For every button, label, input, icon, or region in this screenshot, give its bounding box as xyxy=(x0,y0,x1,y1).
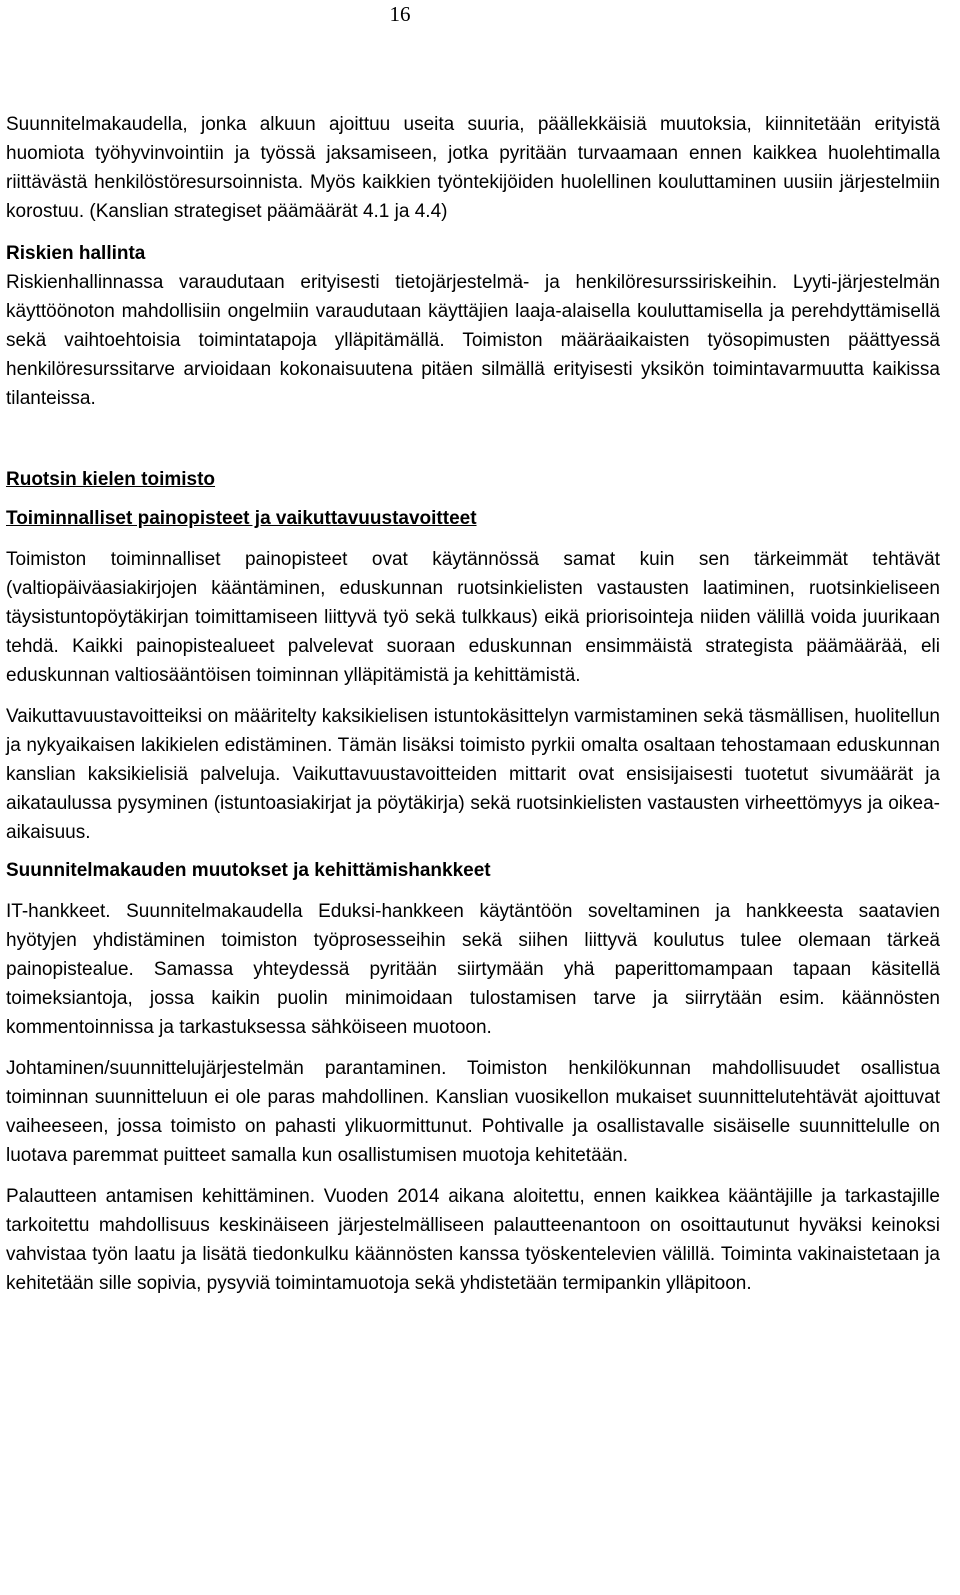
toiminnalliset-paragraph: Toimiston toiminnalliset painopisteet ovat käytännössä samat kuin sen tärkeimmät tehtävät (valtiopäiväasiakirjojen kääntäminen, eduskunnan ruotsinkielisten vastausten laatiminen, ruotsinkieliseen täysistuntopöytäkirjan toimittamiseen liittyvä työ sekä tulkkaus) eikä priorisointeja niiden välillä voida juurikaan tehdä. Kaikki painopistealueet palvelevat suoraan eduskunnan ensimmäistä strategista päämäärää, eli eduskunnan valtiosääntöisen toiminnan ylläpitämistä ja kehittämistä. xyxy=(6,549,940,686)
page-number: 16 xyxy=(389,2,411,26)
johtaminen-paragraph: Johtaminen/suunnittelujärjestelmän parantaminen. Toimiston henkilökunnan mahdollisuudet osallistua toiminnan suunnitteluun ei ole paras mahdollinen. Kanslian vuosikellon mukaiset suunnittelutehtävät ajoittuvat vaiheeseen, jossa toimisto on pahasti ylikuormittunut. Pohtivalle ja osallistavalle sisäiselle suunnittelulle on luotava paremmat puitteet samalla kun osallistumisen muotoja kehitetään. xyxy=(6,1058,940,1166)
riskien-hallinta-paragraph: Riskienhallinnassa varaudutaan erityisesti tietojärjestelmä- ja henkilöresurssiriskeihin. Lyyti-järjestelmän käyttöönoton mahdollisiin ongelmiin varaudutaan käyttäjien laaja-alaisella kouluttamisella ja perehdyttämisellä sekä vaihtoehtoisia toimintatapoja ylläpitämällä. Toimiston määräaikaisten työsopimusten päättyessä henkilöresurssitarve arvioidaan kokonaisuutena pitäen silmällä erityisesti yksikön toimintavarmuutta kaikissa tilanteissa. xyxy=(6,272,940,409)
ruotsin-kielen-toimisto-heading: Ruotsin kielen toimisto xyxy=(6,469,216,490)
intro-paragraph: Suunnitelmakaudella, jonka alkuun ajoittuu useita suuria, päällekkäisiä muutoksia, kiinnitetään erityistä huomiota työhyvinvointiin ja työssä jaksamiseen, jotka pyritään turvaamaan ennen kaikkea huolehtimalla riittävästä henkilöstöresursoinnista. Myös kaikkien työntekijöiden huolellinen kouluttaminen uusiin järjestelmiin korostuu. (Kanslian strategiset päämäärät 4.1 ja 4.4) xyxy=(6,114,940,222)
riskien-hallinta-heading: Riskien hallinta xyxy=(6,243,146,264)
muutokset-heading: Suunnitelmakauden muutokset ja kehittämishankkeet xyxy=(6,860,491,881)
vaikuttavuus-paragraph: Vaikuttavuustavoitteiksi on määritelty kaksikielisen istuntokäsittelyn varmistaminen sekä täsmällisen, huolitellun ja nykyaikaisen lakikielen edistäminen. Tämän lisäksi toimisto pyrkii omalta osaltaan tehostamaan eduskunnan kanslian kaksikielisiä palveluja. Vaikuttavuustavoitteiden mittarit ovat ensisijaisesti tuotetut sivumäärät ja aikataulussa pysyminen (istuntoasiakirjat ja pöytäkirja) sekä ruotsinkielisten vastausten virheettömyys ja oikea-aikaisuus. xyxy=(6,706,940,843)
page-content xyxy=(6,110,940,1298)
it-hankkeet-paragraph: IT-hankkeet. Suunnitelmakaudella Eduksi-hankkeen käytäntöön soveltaminen ja hankkeesta saatavien hyötyjen yhdistäminen toimiston työprosesseihin sekä siihen liittyvä koulutus tulee olemaan tärkeä painopistealue. Samassa yhteydessä pyritään siirtymään yhä paperittomampaan tapaan käsitellä toimeksiantoja, jossa kaikin puolin minimoidaan tulostamisen tarve ja siirrytään esim. käännösten kommentoinnissa ja tarkastuksessa sähköiseen muotoon. xyxy=(6,901,940,1038)
palaute-paragraph: Palautteen antamisen kehittäminen. Vuoden 2014 aikana aloitettu, ennen kaikkea kääntäjille ja tarkastajille tarkoitettu mahdollisuus keskinäiseen järjestelmälliseen palautteenantoon on osoittautunut hyväksi keinoksi vahvistaa työn laatu ja lisätä tiedonkulku käännösten kanssa työskentelevien välillä. Toiminta vakinaistetaan ja kehitetään sille sopivia, pysyviä toimintamuotoja sekä yhdistetään termipankin ylläpitoon. xyxy=(6,1186,940,1294)
toiminnalliset-painopisteet-heading: Toiminnalliset painopisteet ja vaikuttavuustavoitteet xyxy=(6,508,477,529)
